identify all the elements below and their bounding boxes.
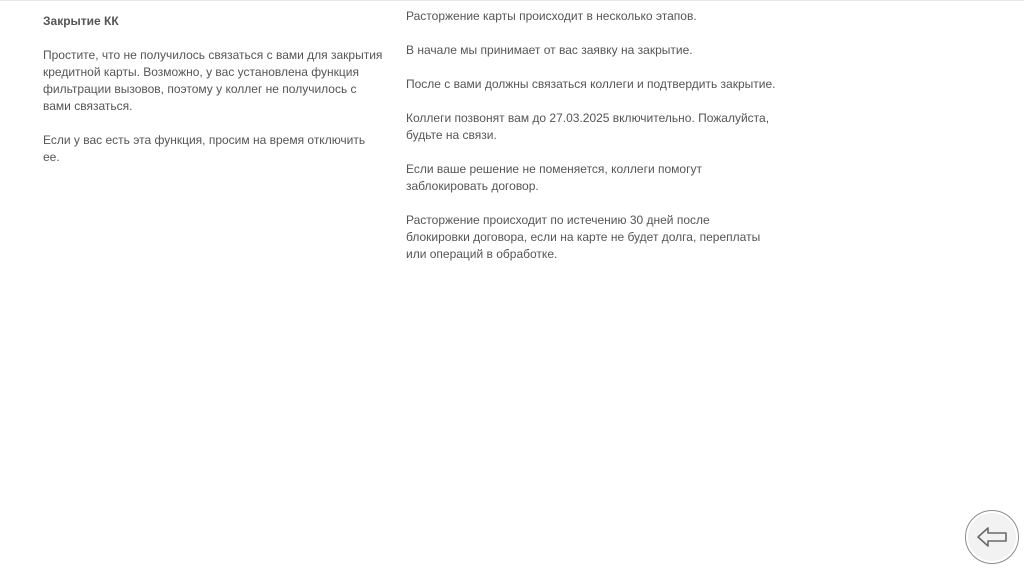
right-paragraph-6: Расторжение происходит по истечению 30 дней после блокировки договора, если на карте не будет долга, переплаты или операций в обработке. <box>406 213 761 261</box>
left-paragraph-1: Простите, что не получилось связаться с вами для закрытия кредитной карты. Возможно, у вас установлена функция фильтрации вызовов, поэтому у коллег не получилось с вами связаться. <box>43 48 383 113</box>
section-title: Закрытие КК <box>43 14 119 28</box>
right-paragraph-4: Коллеги позвонят вам до 27.03.2025 включительно. Пожалуйста, будьте на связи. <box>406 111 770 142</box>
right-paragraph-2: В начале мы принимает от вас заявку на закрытие. <box>406 43 693 57</box>
arrow-left-icon <box>976 526 1008 548</box>
right-paragraph-3: После с вами должны связаться коллеги и подтвердить закрытие. <box>406 77 776 91</box>
left-text-column <box>43 13 383 183</box>
right-paragraph-1: Расторжение карты происходит в несколько этапов. <box>406 9 697 23</box>
back-button[interactable] <box>965 510 1019 564</box>
right-text-column <box>406 8 776 280</box>
left-paragraph-2: Если у вас есть эта функция, просим на время отключить ее. <box>43 133 366 164</box>
right-paragraph-5: Если ваше решение не поменяется, коллеги помогут заблокировать договор. <box>406 162 702 193</box>
top-divider <box>0 0 1024 1</box>
